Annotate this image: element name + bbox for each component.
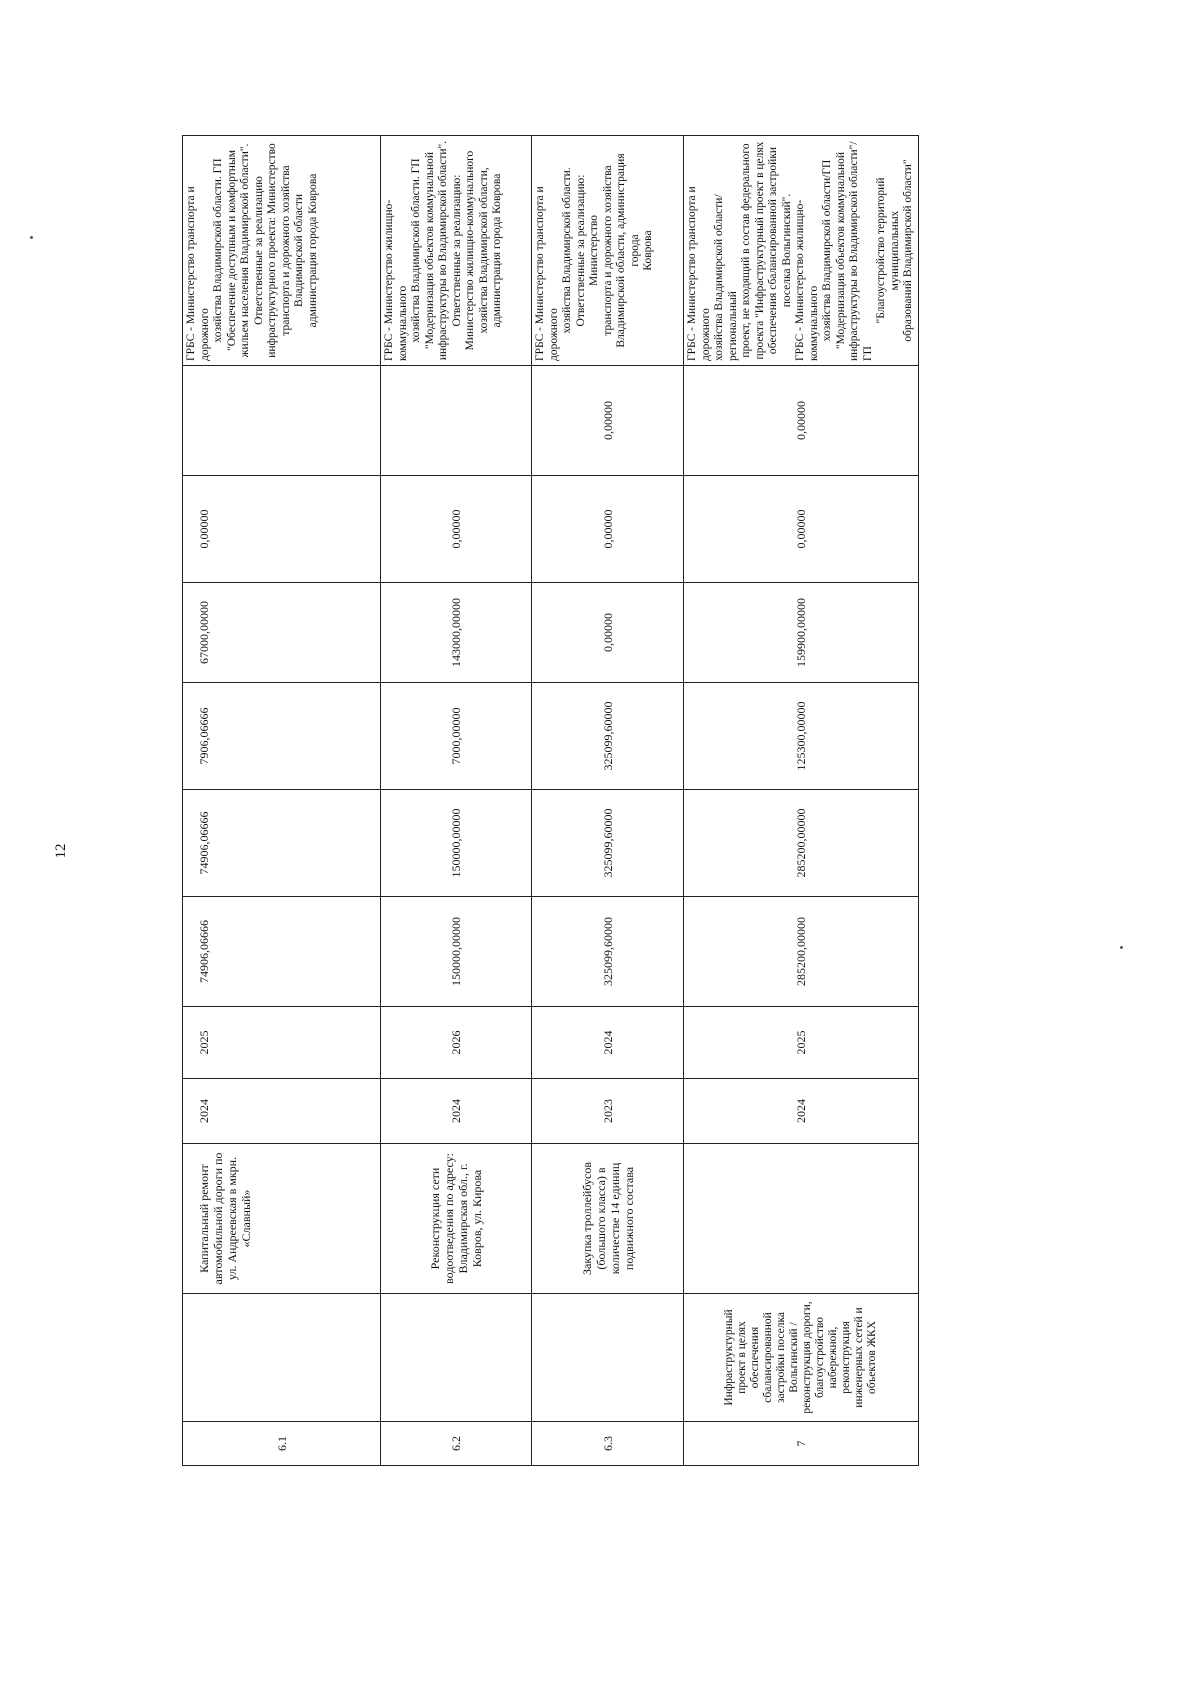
responsible-line: Коврова [642, 230, 654, 271]
project-name: Инфраструктурный проект в целях обеспечения сбалансированной застройки поселка Вольгинский / реконструкция дороги, благоустройство набережной, реконструкция инженерных сетей и объектов ЖКХ [684, 1294, 919, 1422]
start-year: 2024 [381, 1079, 532, 1144]
amount-col-1: 285200,00000 [684, 790, 919, 897]
responsible-text [183, 136, 381, 366]
responsible-line: ГРБС - Министерство жилищно-коммунального [794, 199, 820, 361]
amount-col-4: 0,00000 [381, 476, 532, 583]
responsible-line: "Обеспечение доступным и комфортным [225, 150, 238, 351]
responsible-line: ГРБС - Министерство транспорта и дорожного [185, 186, 211, 361]
scan-speck [30, 236, 33, 239]
responsible-line: инфраструктуры во Владимирской области"/ГП [848, 141, 874, 361]
object-name [684, 1144, 919, 1294]
amount-col-5: 0,00000 [684, 366, 919, 476]
amount-col-1: 150000,00000 [381, 790, 532, 897]
program-table [182, 135, 919, 1466]
responsible-line: жильем населения Владимирской области". [239, 143, 251, 358]
row-number: 7 [684, 1422, 919, 1466]
row-number: 6.3 [532, 1422, 684, 1466]
responsible-line: обеспечения сбалансированной застройки [767, 146, 779, 355]
table-row [183, 136, 381, 1466]
amount-col-2: 7906,06666 [183, 683, 381, 790]
amount-col-3: 67000,00000 [183, 583, 381, 683]
amount-col-4: 0,00000 [183, 476, 381, 583]
amount-col-2: 7000,00000 [381, 683, 532, 790]
responsible-line: Министерство жилищно-коммунального [464, 150, 476, 351]
responsible-line: хозяйства Владимирской области. ГП [212, 158, 224, 343]
table-row [532, 136, 684, 1466]
amount-col-1: 325099,60000 [532, 790, 684, 897]
amount-col-3: 0,00000 [532, 583, 684, 683]
object-name: Реконструкция сети водоотведения по адресу: Владимирская обл., г. Ковров, ул. Кирова [381, 1144, 532, 1294]
row-number: 6.1 [183, 1422, 381, 1466]
responsible-line: Владимирской области, администрация города [615, 153, 641, 348]
end-year: 2025 [183, 1007, 381, 1079]
object-name: Закупка троллейбусов (большого класса) в количестве 14 единиц подвижного состава [532, 1144, 684, 1294]
end-year: 2025 [684, 1007, 919, 1079]
row-number: 6.2 [381, 1422, 532, 1466]
responsible-line: образований Владимирской области" [902, 159, 914, 342]
end-year: 2026 [381, 1007, 532, 1079]
responsible-line: транспорта и дорожного хозяйства [279, 165, 292, 336]
responsible-text [532, 136, 684, 366]
amount-col-2: 125300,00000 [684, 683, 919, 790]
table-row [684, 136, 919, 1466]
amount-col-3: 143000,00000 [381, 583, 532, 683]
project-name [381, 1294, 532, 1422]
total-amount: 325099,60000 [532, 897, 684, 1007]
responsible-line: Ответственные за реализацию: [450, 174, 463, 327]
responsible-line: ГРБС - Министерство транспорта и дорожного [686, 186, 712, 361]
rotated-table-area [182, 136, 914, 1466]
responsible-line: Ответственные за реализацию: Министерство [574, 174, 600, 327]
responsible-line: инфраструктуры во Владимирской области". [437, 140, 449, 361]
responsible-line: хозяйства Владимирской области. ГП [410, 158, 422, 343]
responsible-line: "Модернизация объектов коммунальной [834, 151, 847, 350]
responsible-text [381, 136, 532, 366]
responsible-line: ГРБС - Министерство жилищно-коммунального [383, 199, 409, 361]
responsible-line: Ответственные за реализацию [252, 176, 265, 325]
scan-speck [1120, 946, 1123, 949]
responsible-line: транспорта и дорожного хозяйства [601, 165, 614, 336]
total-amount: 150000,00000 [381, 897, 532, 1007]
responsible-line: хозяйства Владимирской области/региональный [713, 194, 739, 361]
end-year: 2024 [532, 1007, 684, 1079]
project-name [532, 1294, 684, 1422]
amount-col-5: 0,00000 [532, 366, 684, 476]
responsible-line: хозяйства Владимирской области, [477, 167, 490, 334]
page-number: 12 [53, 843, 69, 859]
project-name [183, 1294, 381, 1422]
amount-col-4: 0,00000 [684, 476, 919, 583]
amount-col-4: 0,00000 [532, 476, 684, 583]
total-amount: 74906,06666 [183, 897, 381, 1007]
responsible-line: "Модернизация объектов коммунальной [423, 151, 436, 350]
responsible-line: хозяйства Владимирской области. [561, 167, 573, 334]
responsible-line: поселка Вольгинский". [780, 193, 793, 308]
table-wrapper [182, 136, 914, 1466]
amount-col-1: 74906,06666 [183, 790, 381, 897]
responsible-line: хозяйства Владимирской области/ГП [821, 159, 833, 342]
responsible-line: проекта "Инфраструктурный проект в целях [753, 141, 766, 360]
amount-col-3: 159900,00000 [684, 583, 919, 683]
responsible-line: инфраструктурного проекта: Министерство [266, 143, 278, 358]
amount-col-5 [183, 366, 381, 476]
responsible-line: администрация города Коврова [491, 173, 503, 328]
table-row [381, 136, 532, 1466]
start-year: 2023 [532, 1079, 684, 1144]
responsible-line: "Благоустройство территорий муниципальных [875, 177, 901, 324]
object-name: Капитальный ремонт автомобильной дороги по ул. Андреевская в мкрн. «Славный» [183, 1144, 381, 1294]
responsible-line: проект, не входящий в состав федерального [740, 143, 752, 358]
responsible-text [684, 136, 919, 366]
amount-col-2: 325099,60000 [532, 683, 684, 790]
responsible-line: ГРБС - Министерство транспорта и дорожного [534, 186, 560, 361]
total-amount: 285200,00000 [684, 897, 919, 1007]
responsible-line: Владимирской области [293, 193, 305, 308]
amount-col-5 [381, 366, 532, 476]
responsible-line: администрация города Коврова [306, 173, 319, 328]
start-year: 2024 [183, 1079, 381, 1144]
start-year: 2024 [684, 1079, 919, 1144]
